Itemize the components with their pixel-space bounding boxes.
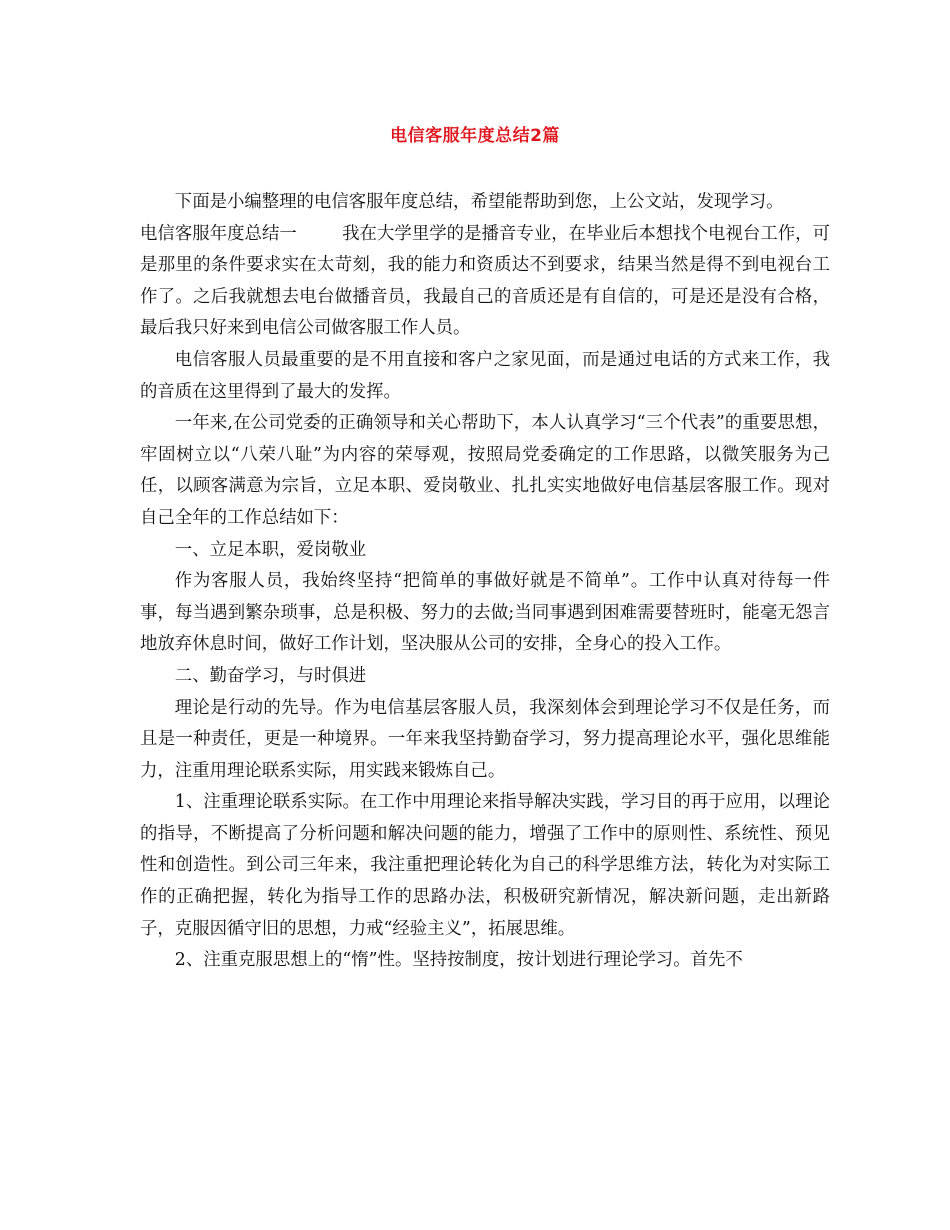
- paragraph-2: 电信客服人员最重要的是不用直接和客户之家见面，而是通过电话的方式来工作，我的音质在这里得到了最大的发挥。: [140, 349, 830, 402]
- paragraph-4: 作为客服人员，我始终坚持“把简单的事做好就是不简单”。工作中认真对待每一件事，每当遇到繁杂琐事，总是积极、努力的去做;当同事遇到困难需要替班时，能毫无怨言地放弃休息时间，做好工作计划，坚决服从公司的安排，全身心的投入工作。: [140, 571, 830, 655]
- section1-text: 我在大学里学的是播音专业，在毕业后本想找个电视台工作，可是那里的条件要求实在太苛刻，我的能力和资质达不到要求，结果当然是得不到电视台工作了。之后我就想去电台做播音员，我最自己的音质还是有自信的，可是还是没有合格，最后我只好来到电信公司做客服工作人员。: [140, 223, 830, 339]
- paragraph-7: 2、注重克服思想上的“惰”性。坚持按制度，按计划进行理论学习。首先不: [174, 950, 743, 971]
- paragraph-5: 理论是行动的先导。作为电信基层客服人员，我深刻体会到理论学习不仅是任务，而且是一种责任，更是一种境界。一年来我坚持勤奋学习，努力提高理论水平，强化思维能力，注重用理论联系实际，用实践来锻炼自己。: [140, 697, 830, 781]
- section1-paragraph: [140, 219, 830, 345]
- document-body: [140, 187, 830, 977]
- heading-2: 二、勤奋学习，与时俱进: [174, 665, 367, 686]
- paragraph-3: 一年来,在公司党委的正确领导和关心帮助下，本人认真学习“三个代表”的重要思想，牢固树立以“八荣八耻”为内容的荣辱观，按照局党委确定的工作思路，以微笑服务为己任，以顾客满意为宗旨，立足本职、爱岗敬业、扎扎实实地做好电信基层客服工作。现对自己全年的工作总结如下：: [140, 413, 830, 528]
- section1-heading: 电信客服年度总结一: [140, 223, 297, 244]
- heading-1: 一、立足本职，爱岗敬业: [174, 539, 367, 560]
- paragraph-6: 1、注重理论联系实际。在工作中用理论来指导解决实践，学习目的再于应用，以理论的指导，不断提高了分析问题和解决问题的能力，增强了工作中的原则性、系统性、预见性和创造性。到公司三年来，我注重把理论转化为自己的科学思维方法，转化为对实际工作的正确把握，转化为指导工作的思路办法，积极研究新情况，解决新问题，走出新路子，克服因循守旧的思想，力戒“经验主义”，拓展思维。: [140, 792, 830, 939]
- document-title: 电信客服年度总结2篇: [390, 126, 560, 146]
- intro-paragraph: 下面是小编整理的电信客服年度总结，希望能帮助到您，上公文站，发现学习。: [174, 192, 784, 212]
